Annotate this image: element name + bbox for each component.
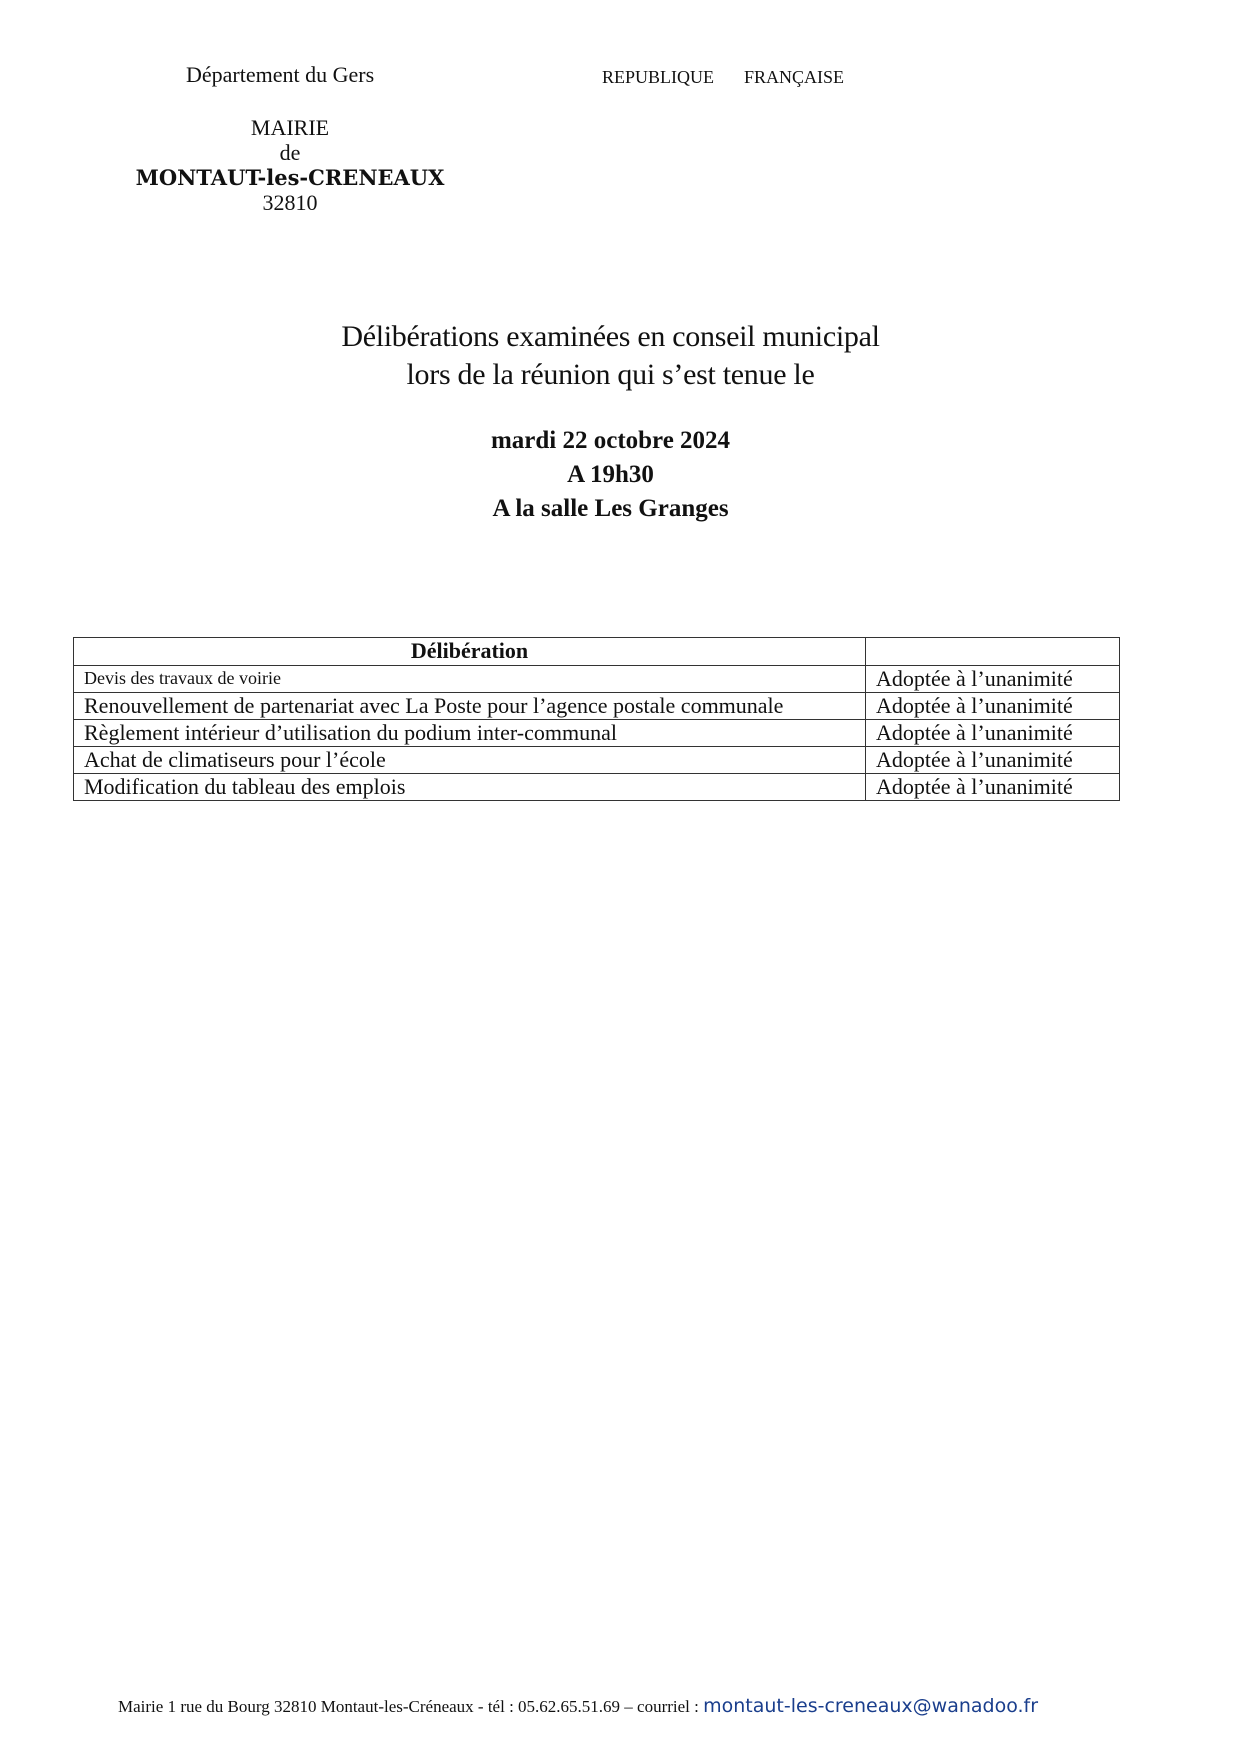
deliberation-subject: Renouvellement de partenariat avec La Poste pour l’agence postale communale [74,693,866,720]
table-header-row [74,638,1120,666]
column-header-status [866,638,1120,666]
deliberation-subject: Règlement intérieur d’utilisation du podium inter-communal [74,720,866,747]
document-title [0,318,1221,394]
francaise-word: FRANÇAISE [744,67,845,87]
mairie-block [110,115,470,215]
republique-francaise-label [602,67,844,88]
deliberation-subject: Achat de climatiseurs pour l’école [74,747,866,774]
meeting-info [0,424,1221,526]
deliberation-subject: Devis des travaux de voirie [74,666,866,693]
de-label: de [279,140,301,165]
footer-address: Mairie 1 rue du Bourg 32810 Montaut-les-Créneaux - tél : 05.62.65.51.69 – courriel : [118,1697,704,1716]
column-header-deliberation: Délibération [74,638,866,666]
deliberation-status: Adoptée à l’unanimité [866,666,1120,693]
department-label: Département du Gers [186,62,375,87]
table-row [74,774,1120,801]
table-row [74,747,1120,774]
footer [118,1695,1038,1717]
deliberation-subject: Modification du tableau des emplois [74,774,866,801]
table-row [74,693,1120,720]
deliberation-status: Adoptée à l’unanimité [866,747,1120,774]
deliberation-status: Adoptée à l’unanimité [866,693,1120,720]
commune-name: MONTAUT-les-CRENEAUX [135,165,445,190]
table-row [74,666,1120,693]
republique-word: REPUBLIQUE [602,67,714,87]
postal-code: 32810 [262,190,318,215]
footer-email-link[interactable]: montaut-les-creneaux@wanadoo.fr [703,1695,1039,1717]
deliberations-table [73,637,1120,801]
title-line-1: Délibérations examinées en conseil municipal [341,320,880,353]
table-row [74,720,1120,747]
meeting-place: A la salle Les Granges [492,495,729,522]
deliberation-status: Adoptée à l’unanimité [866,720,1120,747]
meeting-time: A 19h30 [567,461,654,488]
mairie-label: MAIRIE [250,115,330,140]
deliberation-status: Adoptée à l’unanimité [866,774,1120,801]
title-line-2: lors de la réunion qui s’est tenue le [406,358,815,391]
meeting-date: mardi 22 octobre 2024 [490,427,731,454]
